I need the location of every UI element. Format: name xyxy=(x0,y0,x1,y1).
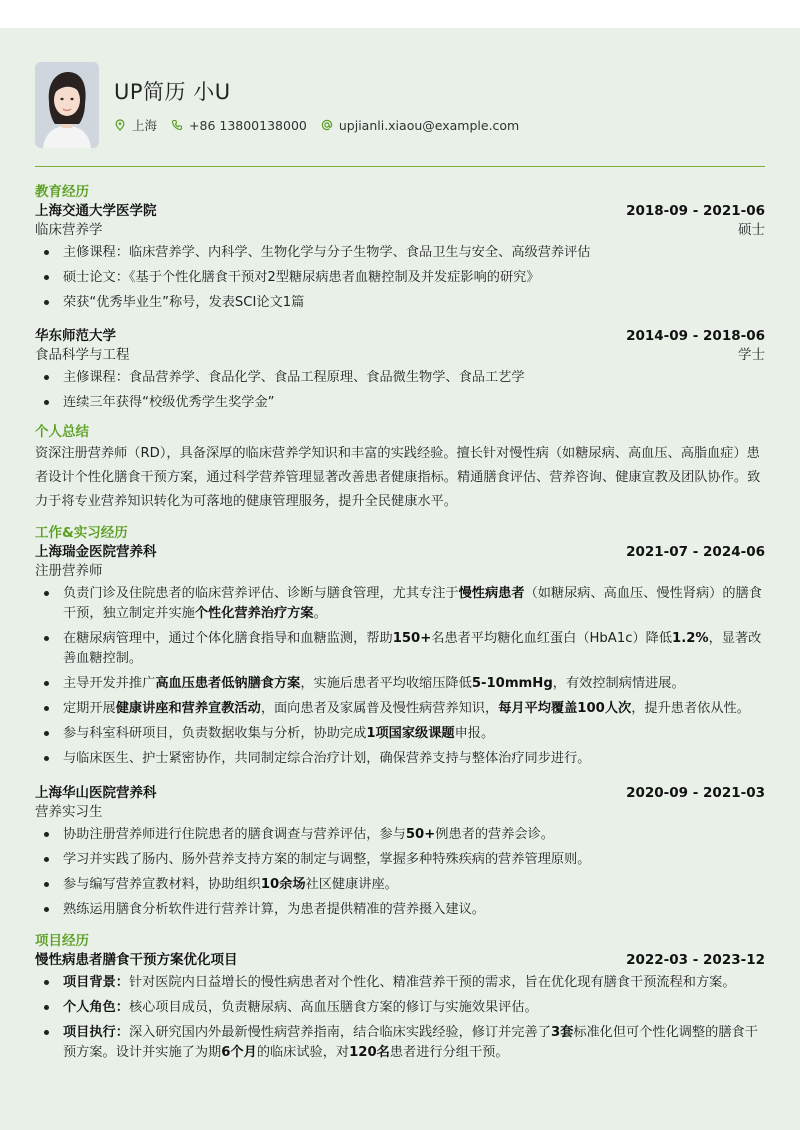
summary-section xyxy=(35,423,765,514)
date-range: 2022-03 - 2023-12 xyxy=(626,952,765,968)
highlight-text: 3套 xyxy=(550,1025,574,1040)
degree: 硕士 xyxy=(738,222,765,238)
list-item xyxy=(35,850,765,870)
list-item xyxy=(35,825,765,845)
org-name: 上海瑞金医院营养科 xyxy=(35,544,157,560)
date-range: 2018-09 - 2021-06 xyxy=(626,203,765,219)
text-segment: 核心项目成员，负责糖尿病、高血压膳食方案的修订与实施效果评估。 xyxy=(128,1000,538,1015)
text-segment: 协助注册营养师进行住院患者的膳食调查与营养评估，参与 xyxy=(63,827,406,842)
text-segment: 。 xyxy=(313,606,327,621)
contact-email xyxy=(321,118,519,133)
text-segment: 名患者平均糖化血红蛋白（HbA1c）降低 xyxy=(431,631,673,646)
list-item xyxy=(35,584,765,624)
bullet-list xyxy=(35,973,765,1063)
avatar-photo xyxy=(35,62,99,148)
highlight-text: 高血压患者低钠膳食方案 xyxy=(155,676,301,691)
job-role: 注册营养师 xyxy=(35,563,103,579)
text-segment: 标准化但可个性化调整的膳食干预方案。设计并实施了为期 xyxy=(63,1025,758,1060)
list-item xyxy=(35,973,765,993)
highlight-text: 120名 xyxy=(349,1045,390,1060)
highlight-text: 慢性病患者 xyxy=(458,586,525,601)
text-segment: 的临床试验，对 xyxy=(256,1045,350,1060)
work-entry xyxy=(35,783,765,920)
section-title-work: 工作&实习经历 xyxy=(35,525,128,541)
text-segment: ，显著改善血糖控制。 xyxy=(63,631,762,666)
major: 临床营养学 xyxy=(35,222,103,238)
phone-text: +86 13800138000 xyxy=(189,117,307,133)
education-section xyxy=(35,183,765,413)
major: 食品科学与工程 xyxy=(35,347,130,363)
list-item xyxy=(35,724,765,744)
bullet-list xyxy=(35,368,765,413)
work-section xyxy=(35,524,765,920)
text-segment: 学习并实践了肠内、肠外营养支持方案的制定与调整，掌握多种特殊疾病的营养管理原则。 xyxy=(63,852,591,867)
highlight-text: 项目背景： xyxy=(63,975,129,990)
email-text: upjianli.xiaou@example.com xyxy=(338,117,520,133)
school-name: 上海交通大学医学院 xyxy=(35,203,157,219)
header-divider xyxy=(35,166,765,167)
list-item: 主修课程：食品营养学、食品化学、食品工程原理、食品微生物学、食品工艺学 xyxy=(35,368,765,388)
text-segment: 负责门诊及住院患者的临床营养评估、诊断与膳食管理，尤其专注于 xyxy=(63,586,459,601)
text-segment: ，实施后患者平均收缩压降低 xyxy=(300,676,472,691)
highlight-text: 150+ xyxy=(392,631,432,646)
highlight-text: 6个月 xyxy=(221,1045,257,1060)
text-segment: 参与编写营养宣教材料，协助组织 xyxy=(63,877,261,892)
header-info xyxy=(114,76,533,134)
section-title-summary: 个人总结 xyxy=(35,424,89,440)
education-entry xyxy=(35,201,765,313)
text-segment: ，有效控制病情进展。 xyxy=(552,676,685,691)
contact-phone xyxy=(171,118,307,133)
list-item: 硕士论文：《基于个性化膳食干预对2型糖尿病患者血糖控制及并发症影响的研究》 xyxy=(35,268,765,288)
text-segment: 针对医院内日益增长的慢性病患者对个性化、精准营养干预的需求，旨在优化现有膳食干预流程和方案。 xyxy=(128,975,736,990)
highlight-text: 1.2% xyxy=(672,631,709,646)
contact-location xyxy=(114,116,157,134)
text-segment: 熟练运用膳食分析软件进行营养计算，为患者提供精准的营养摄入建议。 xyxy=(63,902,485,917)
list-item: 荣获“优秀毕业生”称号，发表SCI论文1篇 xyxy=(35,293,765,313)
list-item xyxy=(35,629,765,669)
resume-header xyxy=(35,28,765,148)
highlight-text: 1项国家级课题 xyxy=(366,726,455,741)
list-item: 连续三年获得“校级优秀学生奖学金” xyxy=(35,393,765,413)
text-segment: 例患者的营养会诊。 xyxy=(435,827,554,842)
text-segment: 与临床医生、护士紧密协作，共同制定综合治疗计划，确保营养支持与整体治疗同步进行。 xyxy=(63,751,591,766)
text-segment: （如糖尿病、高血压、慢性肾病）的膳食干预，独立制定并实施 xyxy=(63,586,762,621)
date-range: 2020-09 - 2021-03 xyxy=(626,785,765,801)
section-title-projects: 项目经历 xyxy=(35,933,89,949)
contact-line xyxy=(114,116,533,134)
highlight-text: 50+ xyxy=(405,827,436,842)
list-item xyxy=(35,1023,765,1063)
degree: 学士 xyxy=(738,347,765,363)
top-bar xyxy=(0,0,800,28)
project-entry xyxy=(35,950,765,1063)
text-segment: 申报。 xyxy=(454,726,495,741)
highlight-text: 个性化营养治疗方案 xyxy=(194,606,314,621)
list-item xyxy=(35,749,765,769)
text-segment: 参与科室科研项目，负责数据收集与分析，协助完成 xyxy=(63,726,367,741)
location-text: 上海 xyxy=(132,118,158,133)
list-item xyxy=(35,900,765,920)
text-segment: 深入研究国内外最新慢性病营养指南，结合临床实践经验，修订并完善了 xyxy=(128,1025,551,1040)
bullet-list xyxy=(35,243,765,313)
highlight-text: 10余场 xyxy=(260,877,306,892)
date-range: 2021-07 - 2024-06 xyxy=(626,544,765,560)
summary-text: 资深注册营养师（RD），具备深厚的临床营养学知识和丰富的实践经验。擅长针对慢性病（如糖尿病、高血压、高脂血症）患者设计个性化膳食干预方案，通过科学营养管理显著改善患者健康指标。精通膳食评估、营养咨询、健康宣教及团队协作。致力于将专业营养知识转化为可落地的健康管理服务，提升全民健康水平。 xyxy=(35,446,761,509)
org-name: 上海华山医院营养科 xyxy=(35,785,157,801)
school-name: 华东师范大学 xyxy=(35,328,116,344)
location-pin-icon xyxy=(114,119,126,131)
text-segment: 定期开展 xyxy=(63,701,116,716)
projects-section xyxy=(35,932,765,1063)
text-segment: ，提升患者依从性。 xyxy=(631,701,750,716)
candidate-name: UP简历 小U xyxy=(114,80,231,104)
education-entry xyxy=(35,326,765,413)
list-item xyxy=(35,998,765,1018)
list-item xyxy=(35,699,765,719)
at-sign-icon xyxy=(321,119,333,131)
date-range: 2014-09 - 2018-06 xyxy=(626,328,765,344)
highlight-text: 个人角色： xyxy=(63,1000,129,1015)
section-title-education: 教育经历 xyxy=(35,184,89,200)
text-segment: ，面向患者及家属普及慢性病营养知识， xyxy=(260,701,499,716)
highlight-text: 健康讲座和营养宣教活动 xyxy=(115,701,261,716)
text-segment: 主导开发并推广 xyxy=(63,676,156,691)
list-item: 主修课程：临床营养学、内科学、生物化学与分子生物学、食品卫生与安全、高级营养评估 xyxy=(35,243,765,263)
highlight-text: 项目执行： xyxy=(63,1025,129,1040)
text-segment: 在糖尿病管理中，通过个体化膳食指导和血糖监测，帮助 xyxy=(63,631,393,646)
text-segment: 社区健康讲座。 xyxy=(305,877,398,892)
text-segment: 患者进行分组干预。 xyxy=(389,1045,509,1060)
list-item xyxy=(35,674,765,694)
bullet-list xyxy=(35,825,765,920)
job-role: 营养实习生 xyxy=(35,804,103,820)
resume-page xyxy=(0,28,800,1130)
list-item xyxy=(35,875,765,895)
project-name: 慢性病患者膳食干预方案优化项目 xyxy=(35,952,238,968)
phone-icon xyxy=(171,119,183,131)
highlight-text: 5-10mmHg xyxy=(471,676,553,691)
work-entry xyxy=(35,542,765,769)
highlight-text: 每月平均覆盖100人次 xyxy=(498,701,632,716)
bullet-list xyxy=(35,584,765,769)
